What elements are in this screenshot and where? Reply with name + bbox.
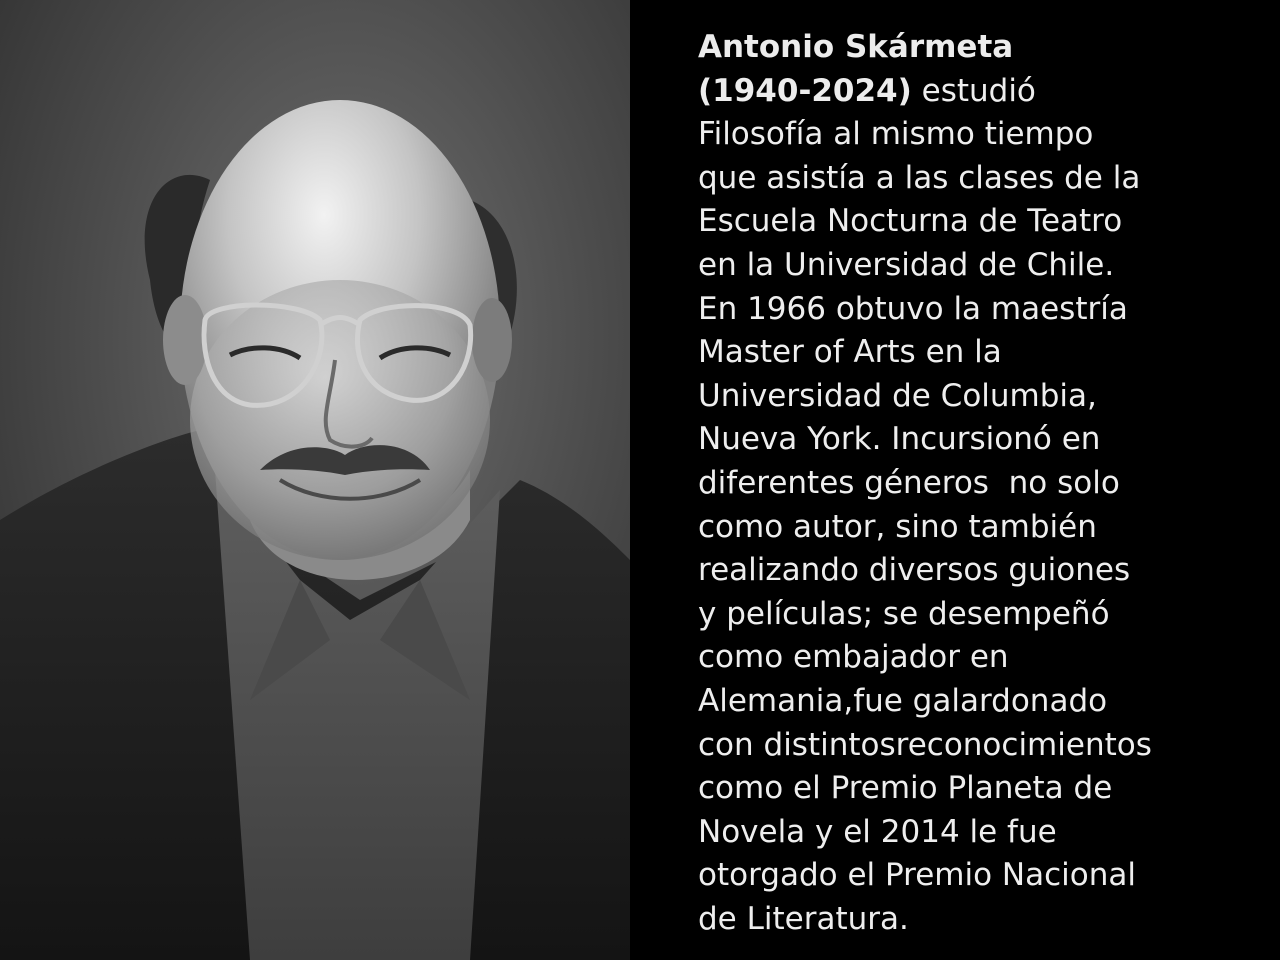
- bio-line: en la Universidad de Chile.: [698, 246, 1115, 283]
- bio-line: diferentes géneros no solo: [698, 464, 1120, 501]
- bio-line: como embajador en: [698, 639, 1009, 676]
- bio-line: Universidad de Columbia,: [698, 377, 1097, 414]
- bio-line: que asistía a las clases de la: [698, 159, 1141, 196]
- portrait-illustration: [0, 0, 630, 960]
- author-dates-line: [698, 70, 1258, 114]
- bio-line: Master of Arts en la: [698, 334, 1002, 371]
- bio-line: En 1966 obtuvo la maestría: [698, 290, 1128, 327]
- bio-line: Alemania,fue galardonado: [698, 682, 1108, 719]
- bio-line: y películas; se desempeñó: [698, 595, 1110, 632]
- dates-line-rest: estudió: [911, 72, 1036, 109]
- author-dates: (1940-2024): [698, 72, 912, 109]
- bio-line: Novela y el 2014 le fue: [698, 813, 1057, 850]
- author-name: Antonio Skármeta: [698, 29, 1014, 65]
- biography-text: [698, 26, 1258, 941]
- bio-line: realizando diversos guiones: [698, 552, 1131, 589]
- bio-line: otorgado el Premio Nacional: [698, 857, 1136, 894]
- author-portrait-photo: [0, 0, 630, 960]
- bio-line: con distintosreconocimientos: [698, 726, 1152, 763]
- bio-line: Nueva York. Incursionó en: [698, 421, 1101, 458]
- bio-line: de Literatura.: [698, 900, 909, 937]
- bio-line: Escuela Nocturna de Teatro: [698, 203, 1123, 240]
- bio-line: como el Premio Planeta de: [698, 770, 1113, 807]
- bio-line: como autor, sino también: [698, 508, 1097, 545]
- bio-line: Filosofía al mismo tiempo: [698, 116, 1094, 153]
